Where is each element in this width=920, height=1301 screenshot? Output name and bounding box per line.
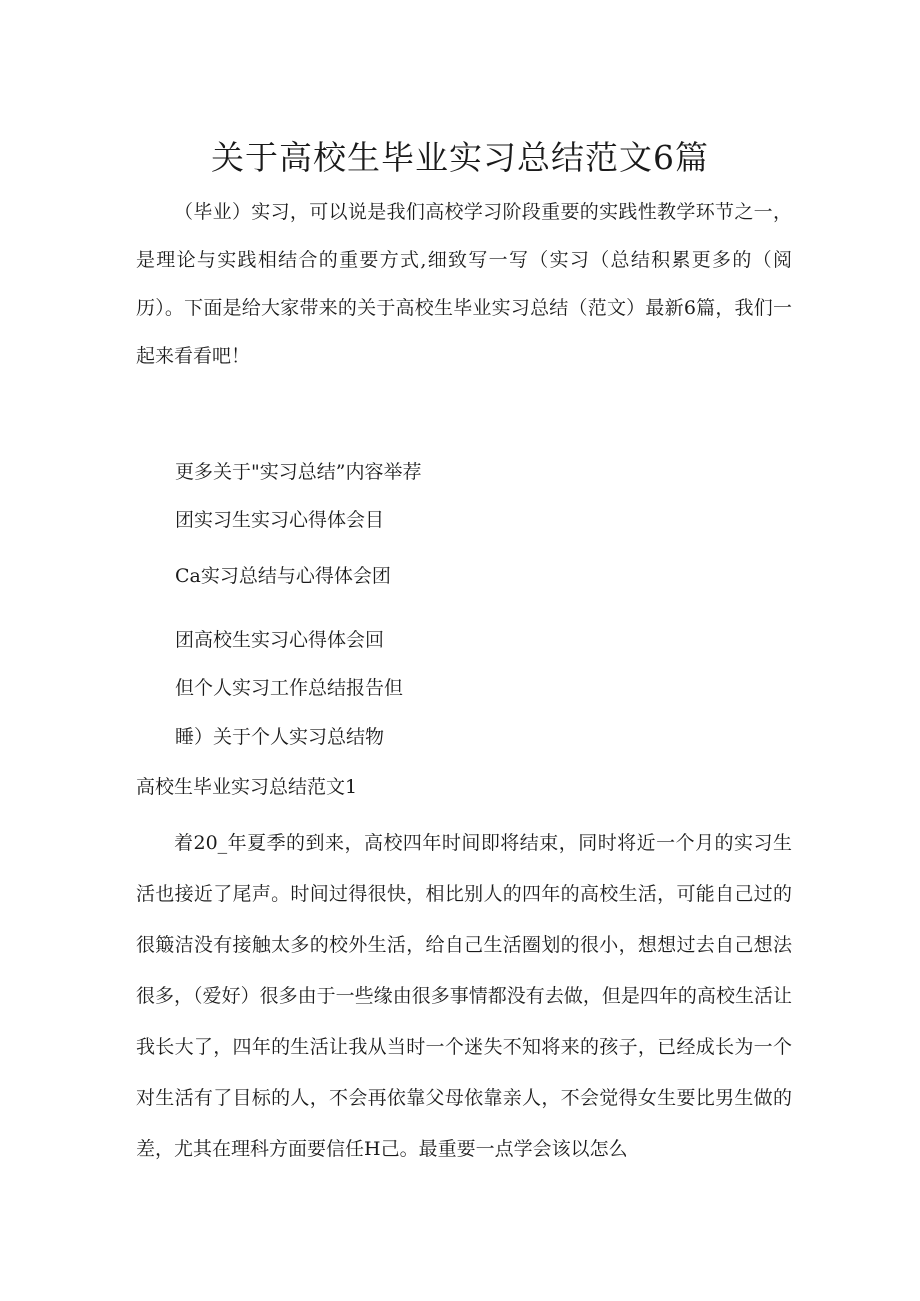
recommend-link-1[interactable]: 团实习生实习心得体会目 (175, 509, 385, 531)
recommend-link-5[interactable]: 睡）关于个人实习总结物 (175, 726, 385, 748)
recommend-link-4[interactable]: 但个人实习工作总结报告但 (175, 677, 404, 699)
section-paragraph: 着20_年夏季的到来，高校四年时间即将结束，同时将近一个月的实习生活也接近了尾声。时间过得很快，相比别人的四年的高校生活，可能自己过的很簸洁没有接触太多的校外生活，给自己生活圈划的很小，想想过去自己想法很多，（爱好）很多由于一些缘由很多事情都没有去做，但是四年的高校生活让我长大了，四年的生活让我从当时一个迷失不知将来的孩子，已经成长为一个对生活有了目标的人，不会再依靠父母依靠亲人，不会觉得女生要比男生做的差，尤其在理科方面要信任H己。最重要一点学会该以怎么 (136, 832, 792, 1160)
section-heading: 高校生毕业实习总结范文1 (136, 776, 358, 798)
document-title: 关于高校生毕业实习总结范文6篇 (211, 138, 709, 177)
intro-paragraph: （毕业）实习，可以说是我们高校学习阶段重要的实践性教学环节之一，是理论与实践相结合的重要方式,细致写一写（实习（总结积累更多的（阅历）。下面是给大家带来的关于高校生毕业实习总结（范文）最新6篇，我们一起来看看吧！ (136, 201, 792, 367)
recommend-link-3[interactable]: 团高校生实习心得体会回 (175, 629, 385, 651)
recommend-link-2[interactable]: Ca实习总结与心得体会团 (175, 565, 391, 587)
recommend-heading: 更多关于"实习总结”内容举荐 (175, 461, 422, 483)
